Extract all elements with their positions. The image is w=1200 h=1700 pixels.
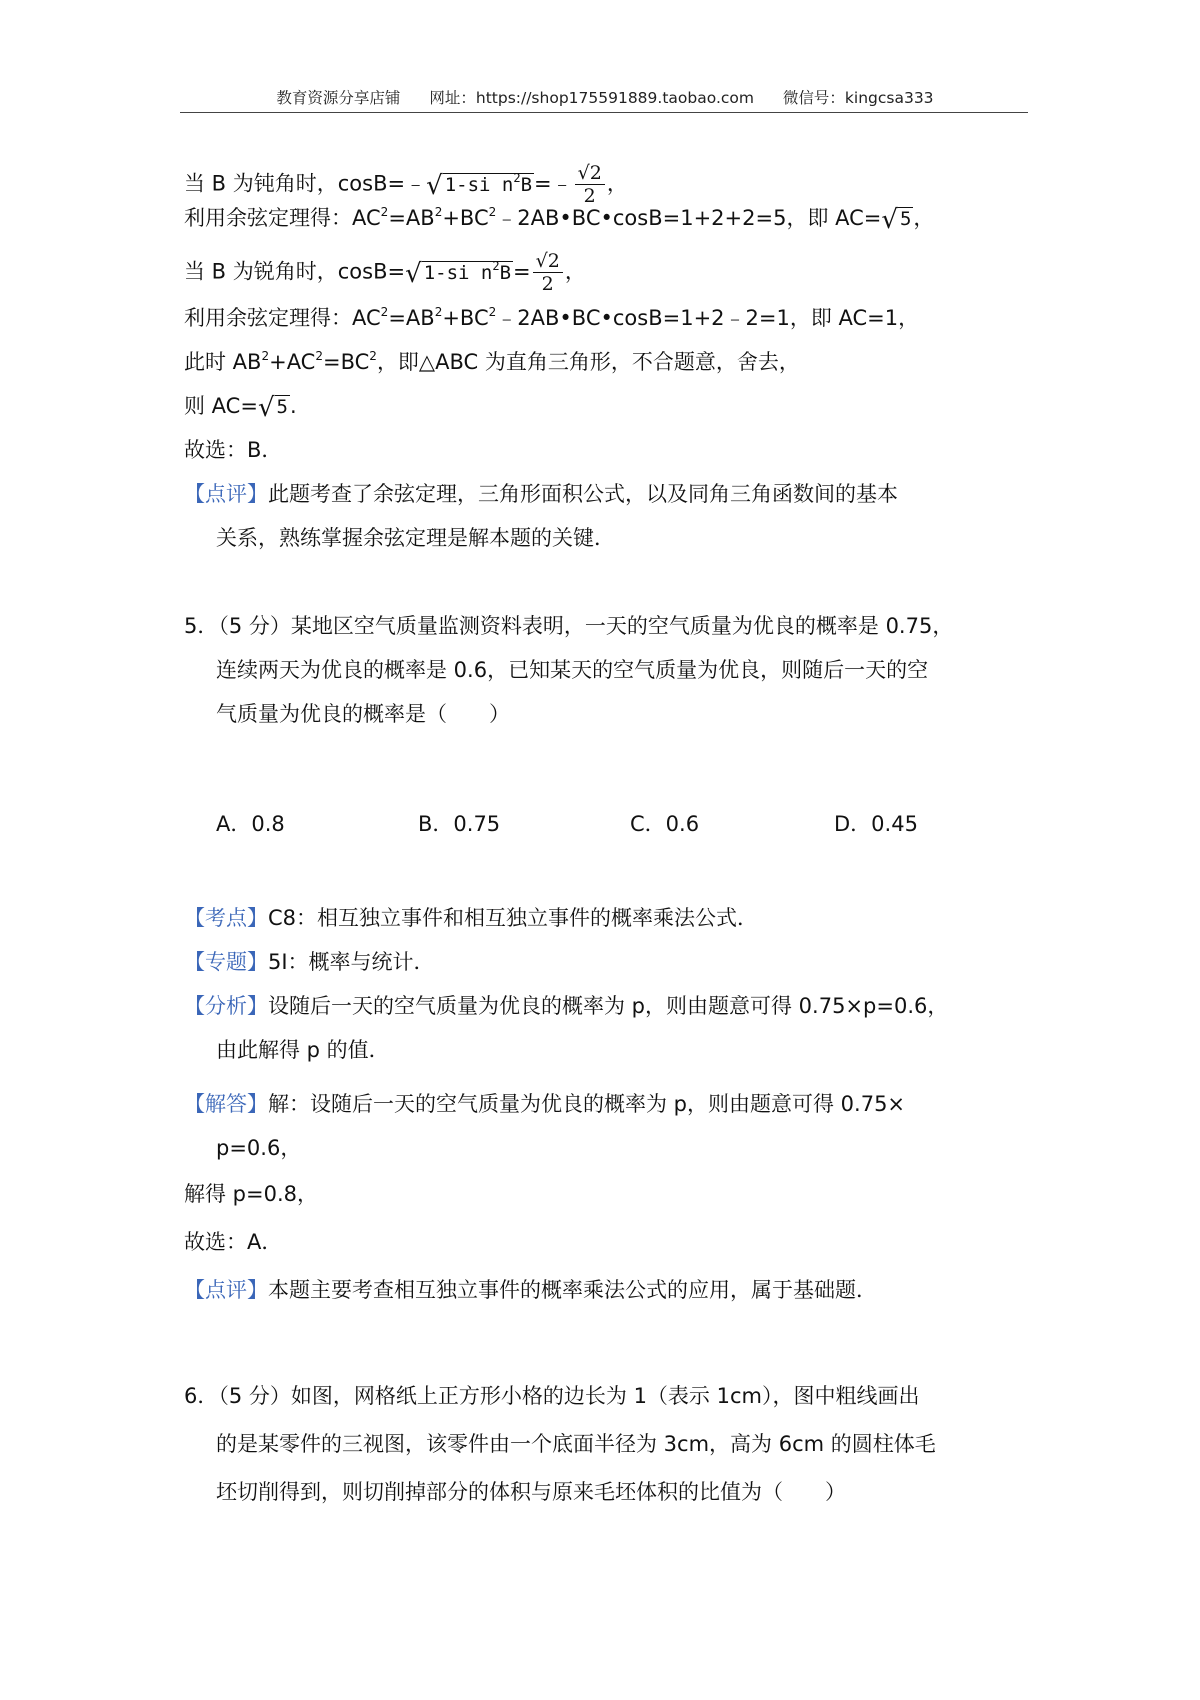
solution-line-acute: 当 B 为锐角时，cosB=√ 1-si $n^2B=$ $\frac{√2}{2}$ ， <box>184 250 586 295</box>
option-a: A．0.8 <box>216 812 285 836</box>
sqrt-expression: √ 1-si $n^2B$ <box>405 258 512 289</box>
solution-line-right-triangle: 此时 $AB^2+AC^2=BC^2$，即△ABC 为直角三角形，不合题意，舍去， <box>184 349 800 374</box>
sqrt-5: √ 5 <box>257 393 288 423</box>
sqrt-5: √ 5 <box>881 205 912 235</box>
option-c: C．0.6 <box>630 812 700 836</box>
question5-stem-cont: 连续两天为优良的概率是 0.6，已知某天的空气质量为优良，则随后一天的空 <box>216 658 929 682</box>
jieda-answer: 故选：A． <box>184 1230 283 1254</box>
sqrt-expression: √ 1-si $n^2B$ <box>426 170 533 201</box>
question5-stem-cont: 气质量为优良的概率是（ ） <box>216 702 510 726</box>
header-divider <box>180 112 1028 113</box>
question5-stem: 5．（5 分）某地区空气质量监测资料表明，一天的空气质量为优良的概率是 0.75， <box>184 614 954 638</box>
kaodian: 【考点】C8：相互独立事件和相互独立事件的概率乘法公式． <box>184 906 759 930</box>
question6-stem-cont: 的是某零件的三视图，该零件由一个底面半径为 3cm，高为 6cm 的圆柱体毛 <box>216 1432 936 1456</box>
solution-answer: 故选：B． <box>184 438 283 462</box>
fenxi: 【分析】设随后一天的空气质量为优良的概率为 p，则由题意可得 0.75×p=0.6， <box>184 994 949 1018</box>
question6-stem-cont: 坯切削得到，则切削掉部分的体积与原来毛坯体积的比值为（ ） <box>216 1480 846 1504</box>
option-d: D．0.45 <box>834 812 918 836</box>
question6-stem: 6．（5 分）如图，网格纸上正方形小格的边长为 1（表示 1cm），图中粗线画出 <box>184 1384 920 1408</box>
option-b: B．0.75 <box>418 812 501 836</box>
solution-line-result: 则 AC=√ 5. <box>184 393 297 423</box>
header-shop-name: 教育资源分享店铺 <box>276 89 401 107</box>
solution-line-obtuse: 当 B 为钝角时，cosB=﹣√ 1-si $n^2B=﹣$ $\frac{√2}{2}$ ， <box>184 162 628 207</box>
jieda: 【解答】解：设随后一天的空气质量为优良的概率为 p，则由题意可得 0.75× <box>184 1092 906 1116</box>
review-tag: 【点评】 <box>184 482 268 506</box>
page-header <box>180 86 1030 108</box>
fenxi-cont: 由此解得 p 的值． <box>216 1038 390 1062</box>
jieda-cont: p=0.6， <box>216 1136 302 1160</box>
zhuanti: 【专题】5I：概率与统计． <box>184 950 435 974</box>
solution4-review-cont: 关系，熟练掌握余弦定理是解本题的关键． <box>216 526 615 550</box>
solution-line-cosine-law-1: 利用余弦定理得：$AC^2=AB^2+BC^2﹣2AB•BC•\cos B=1+2+2=5$，即 AC=√ 5， <box>184 205 935 235</box>
jieda-result: 解得 p=0.8， <box>184 1182 318 1206</box>
solution4-review: 【点评】此题考查了余弦定理，三角形面积公式，以及同角三角函数间的基本 <box>184 482 898 506</box>
fraction-sqrt2-over-2: $\frac{√2}{2}$ <box>533 250 563 295</box>
header-shop-url[interactable]: 网址：https://shop175591889.taobao.com <box>429 89 754 107</box>
header-wechat: 微信号：kingcsa333 <box>782 89 934 107</box>
fraction-sqrt2-over-2: $\frac{√2}{2}$ <box>575 162 605 207</box>
question5-review: 【点评】本题主要考查相互独立事件的概率乘法公式的应用，属于基础题． <box>184 1278 877 1302</box>
solution-line-cosine-law-2: 利用余弦定理得：$AC^2=AB^2+BC^2﹣2AB•BC•\cos B=1+2﹣2=1$，即 AC=1， <box>184 305 920 330</box>
